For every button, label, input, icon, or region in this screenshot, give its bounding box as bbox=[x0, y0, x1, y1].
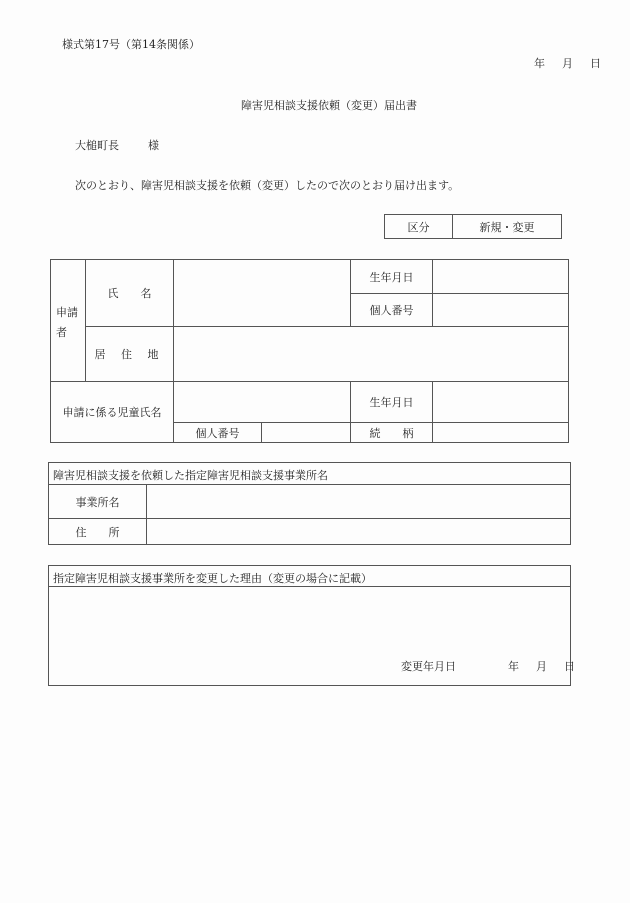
office-address-field[interactable] bbox=[147, 519, 570, 544]
office-name-label: 事業所名 bbox=[75, 495, 120, 509]
change-date-label: 変更年月日 bbox=[401, 660, 456, 673]
change-date-year: 年 bbox=[508, 660, 519, 673]
applicant-name-label: 氏 名 bbox=[107, 287, 152, 300]
applicant-birthdate-label: 生年月日 bbox=[369, 270, 414, 284]
addressee-honorific: 様 bbox=[148, 139, 159, 152]
change-date[interactable] bbox=[508, 658, 575, 674]
applicant-table bbox=[50, 259, 569, 443]
page-title: 障害児相談支援依頼（変更）届出書 bbox=[241, 99, 417, 112]
office-name-field[interactable] bbox=[147, 485, 570, 518]
change-date-day: 日 bbox=[564, 660, 575, 673]
date-month: 月 bbox=[562, 57, 573, 70]
applicant-name-field[interactable] bbox=[174, 260, 350, 326]
addressee bbox=[75, 137, 159, 153]
office-address-label: 住 所 bbox=[75, 525, 120, 539]
applicant-personal-number-field[interactable] bbox=[433, 294, 568, 326]
category-box bbox=[384, 214, 562, 239]
intro-text: 次のとおり、障害児相談支援を依頼（変更）したので次のとおり届け出ます。 bbox=[75, 179, 460, 192]
applicant-personal-number-label: 個人番号 bbox=[369, 304, 414, 317]
child-birthdate-field[interactable] bbox=[433, 382, 568, 422]
change-date-month: 月 bbox=[536, 660, 547, 673]
date-day: 日 bbox=[590, 57, 601, 70]
child-personal-number-label: 個人番号 bbox=[195, 426, 240, 440]
child-name-field[interactable] bbox=[174, 382, 350, 422]
category-value-selector[interactable]: 新規・変更 bbox=[479, 220, 535, 234]
applicant-birthdate-field[interactable] bbox=[433, 260, 568, 293]
applicant-group-label-line1: 申請 bbox=[56, 306, 78, 319]
reason-table bbox=[48, 565, 575, 686]
applicant-address-field[interactable] bbox=[174, 327, 568, 381]
reason-field[interactable] bbox=[49, 587, 570, 657]
addressee-name: 大槌町長 bbox=[75, 139, 119, 152]
relationship-field[interactable] bbox=[433, 423, 568, 442]
reason-table-header: 指定障害児相談支援事業所を変更した理由（変更の場合に記載） bbox=[53, 572, 372, 585]
submission-date bbox=[534, 55, 601, 71]
category-label: 区分 bbox=[407, 220, 430, 234]
applicant-group-label bbox=[56, 303, 78, 343]
relationship-label: 続 柄 bbox=[369, 426, 414, 440]
office-table-header: 障害児相談支援を依頼した指定障害児相談支援事業所名 bbox=[53, 469, 328, 482]
child-name-label: 申請に係る児童氏名 bbox=[62, 406, 162, 419]
child-birthdate-label: 生年月日 bbox=[369, 396, 414, 409]
applicant-address-label: 居 住 地 bbox=[94, 348, 165, 361]
child-personal-number-field[interactable] bbox=[262, 423, 350, 442]
applicant-group-label-line2: 者 bbox=[56, 326, 67, 339]
form-number: 様式第17号（第14条関係） bbox=[62, 38, 200, 51]
office-table bbox=[48, 462, 571, 545]
date-year: 年 bbox=[534, 57, 545, 70]
